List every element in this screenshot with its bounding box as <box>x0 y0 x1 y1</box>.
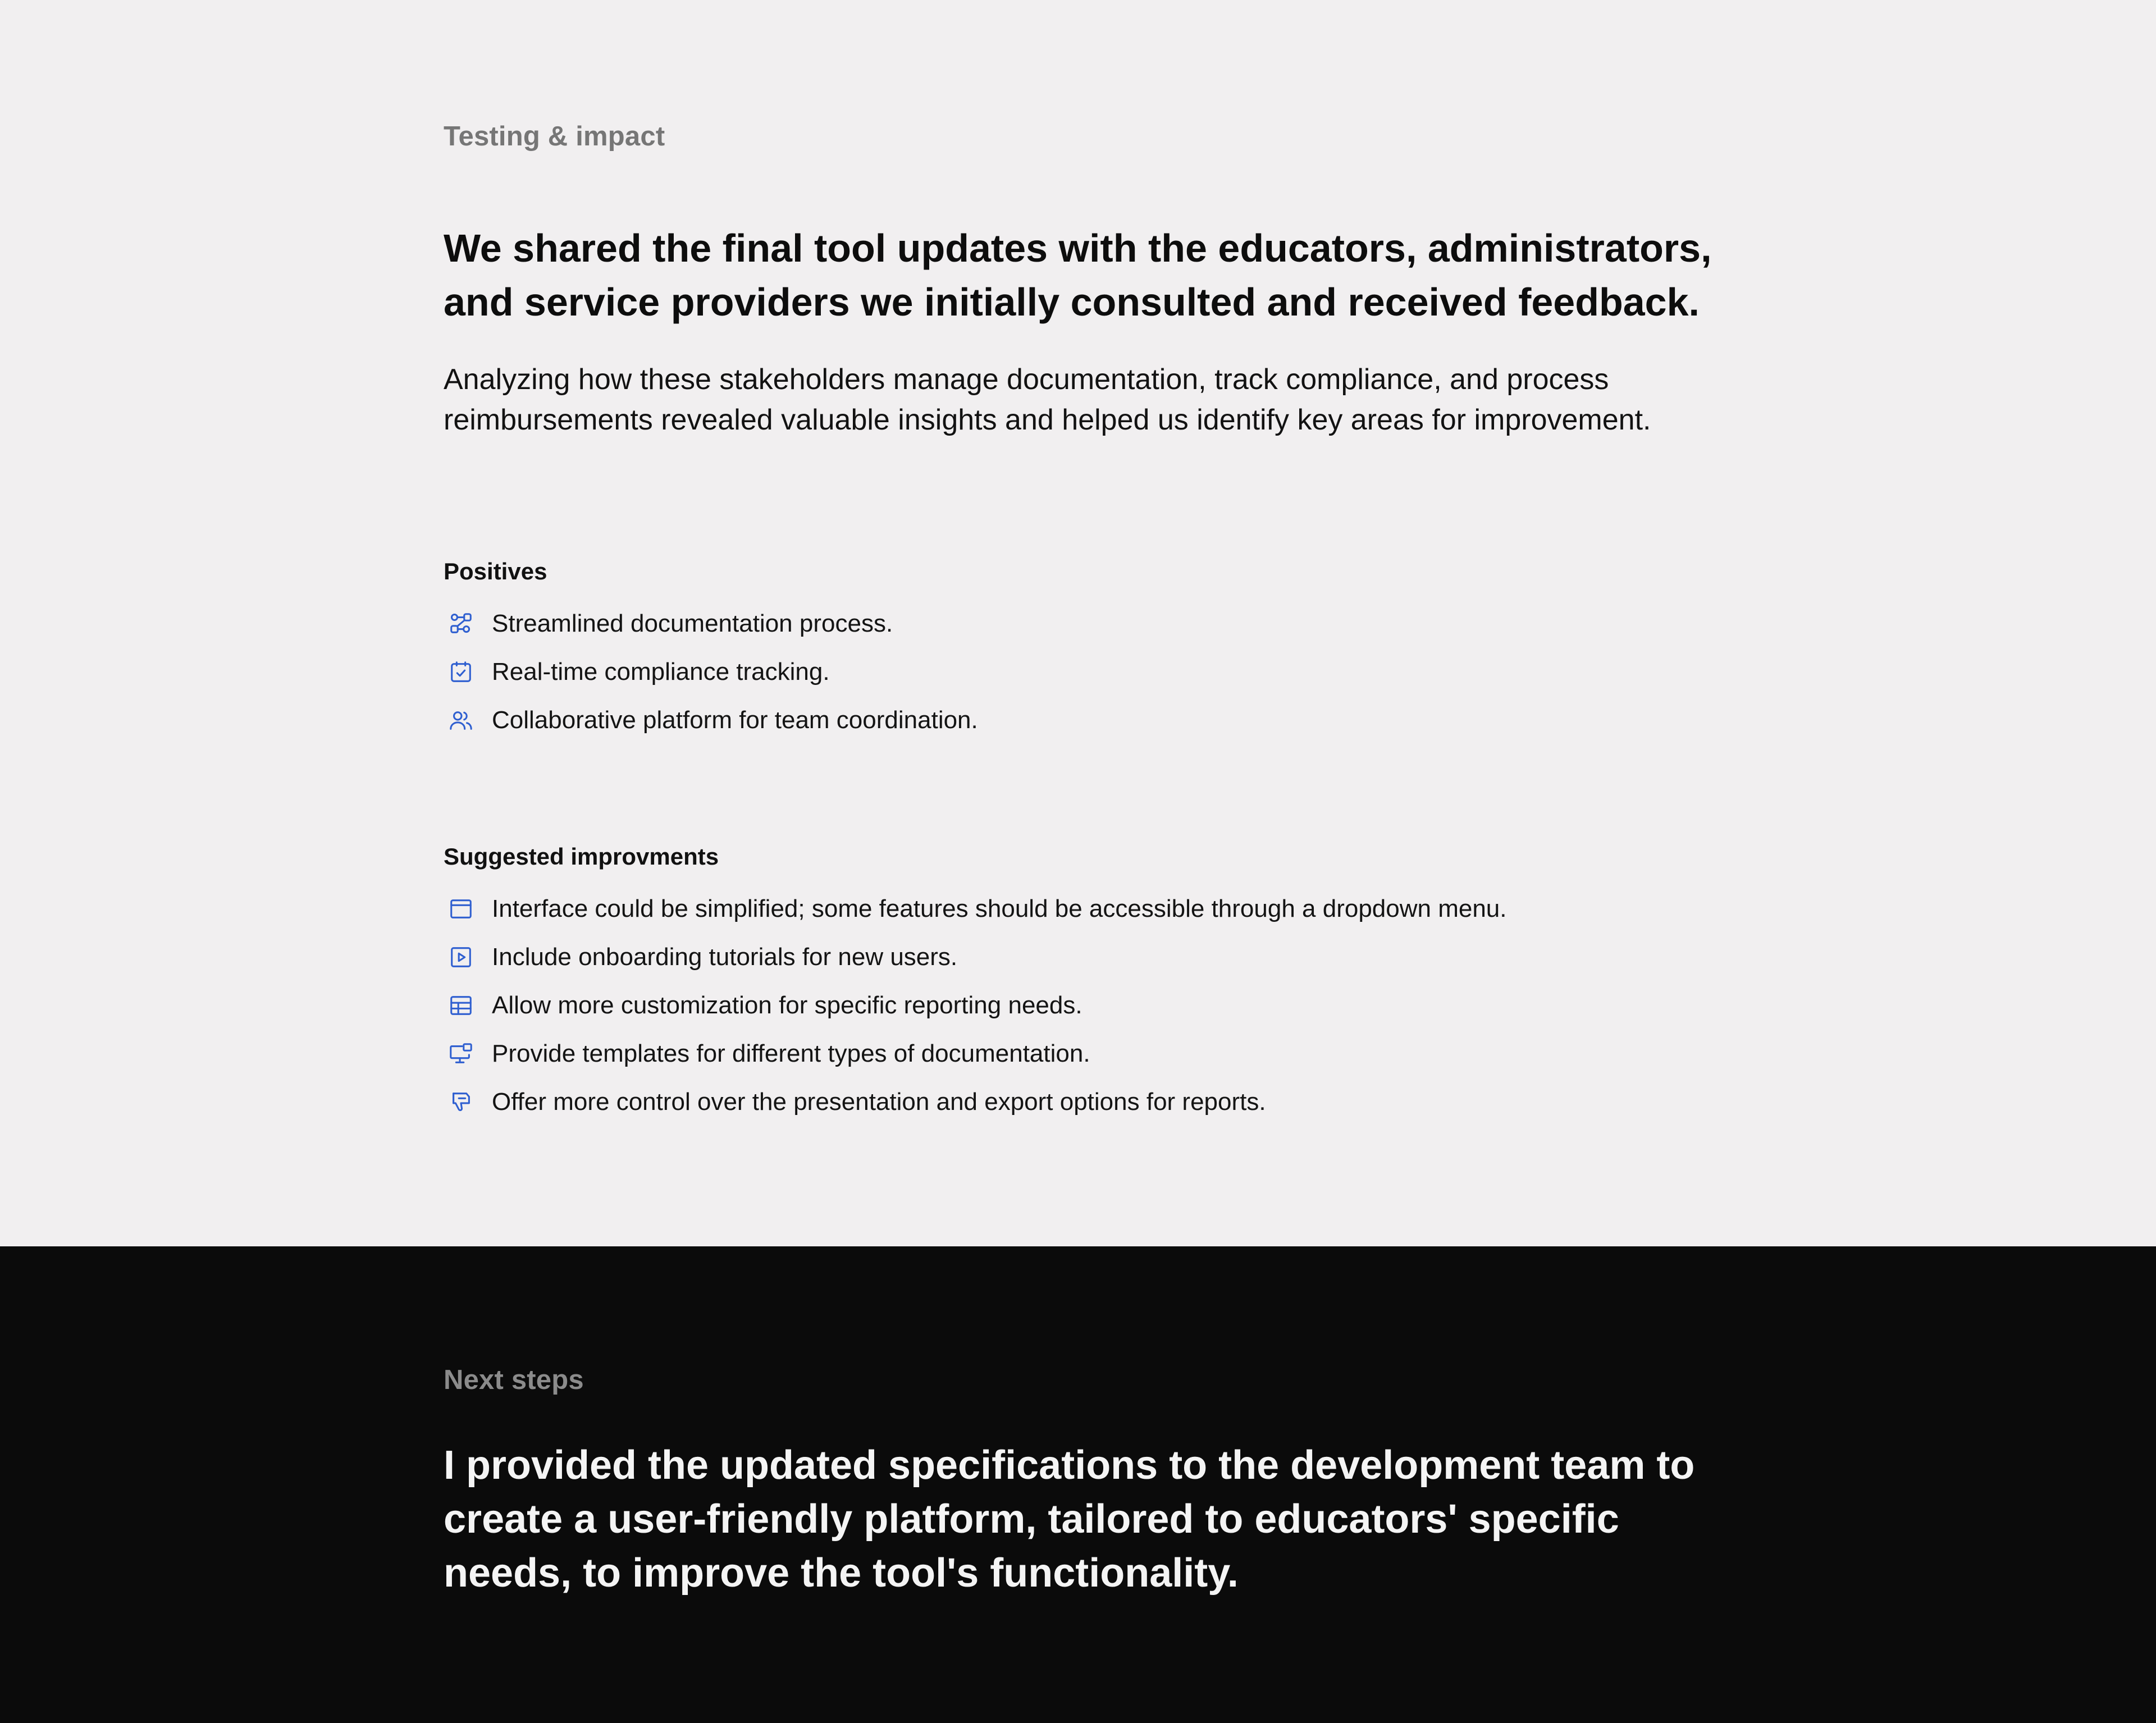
testing-headline-wrap <box>444 221 1729 329</box>
table-grid-icon <box>448 993 474 1018</box>
users-icon <box>448 707 474 733</box>
list-item <box>444 1078 1729 1126</box>
lead-paragraph: Analyzing how these stakeholders manage documentation, track compliance, and process reimbursements revealed valuable insights and helped us identify key areas for improvement. <box>444 363 1651 436</box>
positives-block <box>444 558 1729 744</box>
next-steps-headline: I provided the updated specifications to the development team to create a user-friendly platform, tailored to educators' specific needs, to improve the tool's functionality. <box>444 1443 1695 1596</box>
positive-text: Real-time compliance tracking. <box>492 658 830 685</box>
testing-lead-wrap <box>444 359 1712 440</box>
play-square-icon <box>448 944 474 970</box>
improvements-title: Suggested improvments <box>444 843 719 870</box>
thumbs-down-icon <box>448 1089 474 1115</box>
list-item <box>444 885 1729 933</box>
improvement-text: Offer more control over the presentation and export options for reports. <box>492 1088 1266 1116</box>
list-item <box>444 600 1729 648</box>
testing-eyebrow-wrap <box>444 121 1729 152</box>
page-headline: We shared the final tool updates with the educators, administrators, and service providers we initially consulted and received feedback. <box>444 226 1712 324</box>
next-steps-headline-wrap <box>444 1438 1696 1600</box>
improvements-list <box>444 885 1729 1126</box>
section-eyebrow: Next steps <box>444 1365 584 1395</box>
positives-list <box>444 600 1729 744</box>
improvement-text: Allow more customization for specific reporting needs. <box>492 991 1082 1019</box>
improvements-block <box>444 843 1729 1126</box>
improvement-text: Interface could be simplified; some features should be accessible through a dropdown menu. <box>492 895 1507 922</box>
positive-text: Streamlined documentation process. <box>492 610 893 637</box>
improvement-text: Provide templates for different types of documentation. <box>492 1040 1090 1067</box>
list-item <box>444 648 1729 696</box>
calendar-check-icon <box>448 659 474 685</box>
next-steps-eyebrow-wrap <box>444 1364 1729 1396</box>
list-item <box>444 696 1729 744</box>
next-steps-section <box>0 1246 2156 1723</box>
positives-title: Positives <box>444 558 547 584</box>
list-item <box>444 981 1729 1030</box>
positive-text: Collaborative platform for team coordination. <box>492 706 978 734</box>
list-item <box>444 933 1729 981</box>
browser-window-icon <box>448 896 474 922</box>
workflow-icon <box>448 611 474 637</box>
section-eyebrow: Testing & impact <box>444 121 665 152</box>
improvement-text: Include onboarding tutorials for new users. <box>492 943 958 971</box>
presentation-icon <box>448 1041 474 1067</box>
list-item <box>444 1030 1729 1078</box>
